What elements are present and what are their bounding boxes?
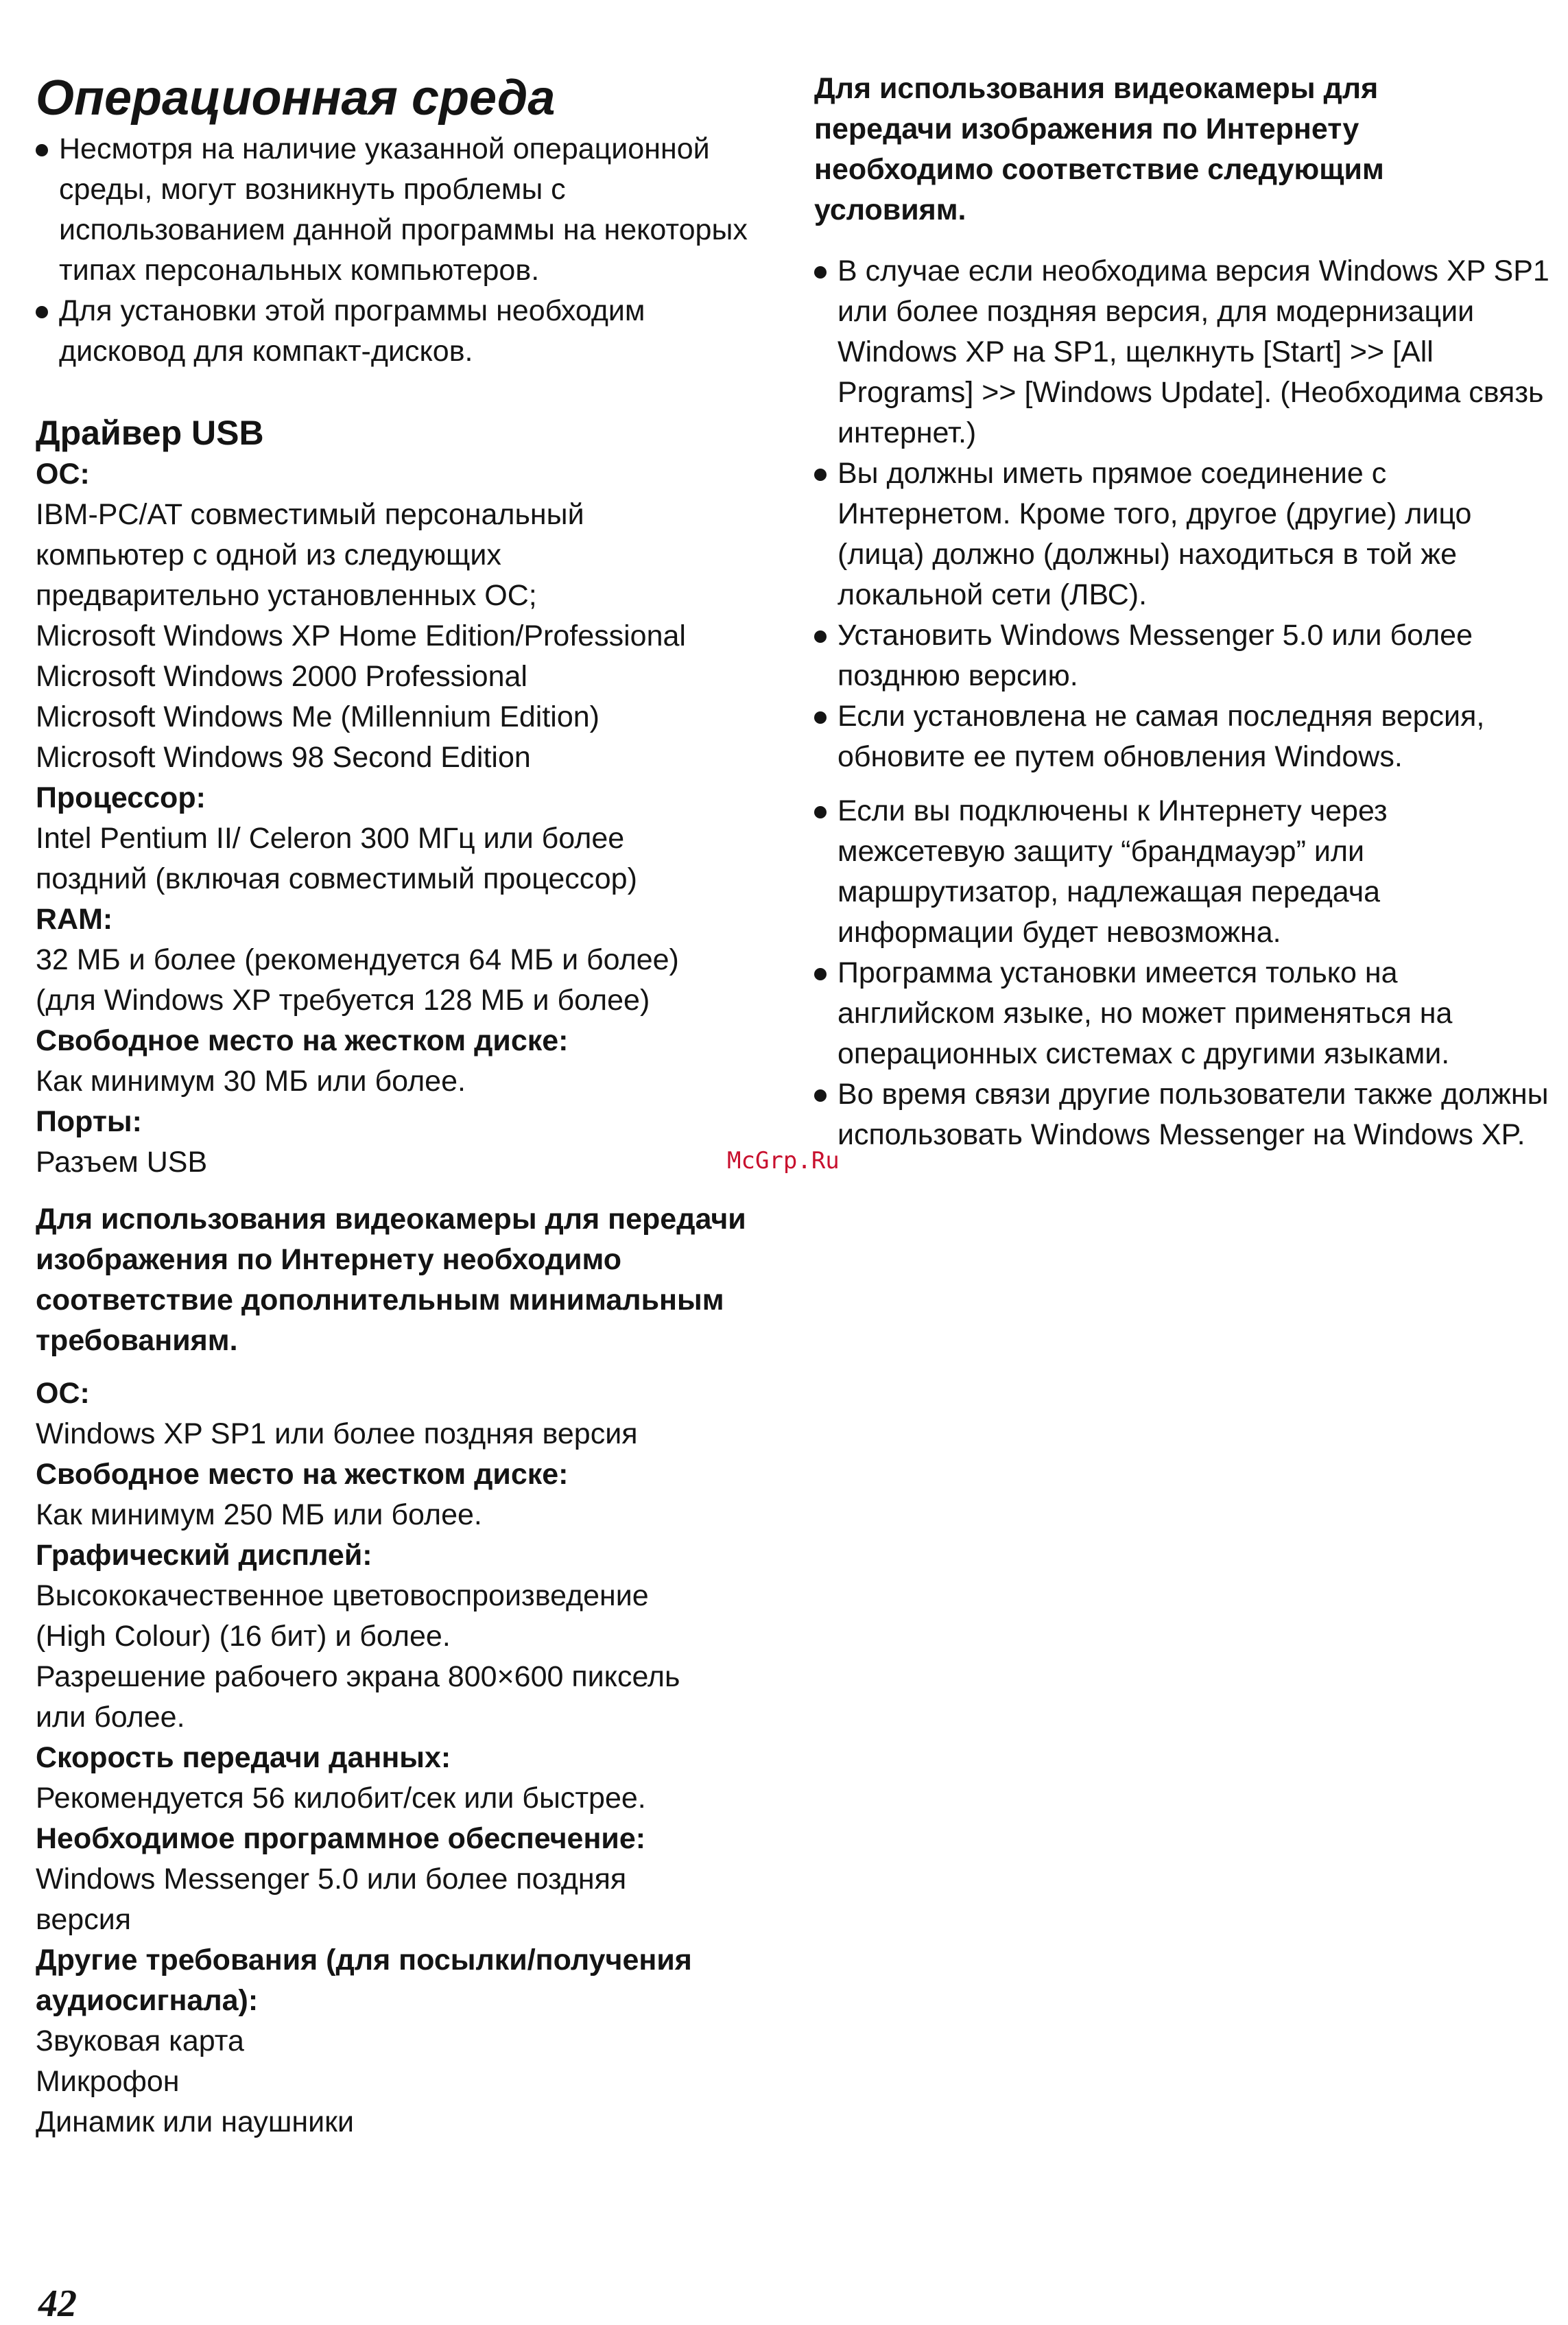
list-item: В случае если необходима версия Windows XP SP1 или более поздняя версия, для модернизации Windows XP на SP1, щелкнуть [Start] >> [All Programs] >> [Windows Update]. (Необходима связь интернет.) [814,251,1552,453]
os-line: Microsoft Windows XP Home Edition/Professional [36,619,686,652]
os-line: Microsoft Windows 2000 Professional [36,660,527,693]
watermark: McGrp.Ru [727,1147,840,1175]
os-line: IBM-PC/AT совместимый персональный [36,498,584,531]
other-label: Другие требования (для посылки/получения аудиосигнала): [36,1944,692,2017]
os-line: компьютер с одной из следующих [36,539,501,571]
os-label: ОС: [36,1377,90,1410]
usb-driver-section [36,412,790,1183]
bullet-icon [36,144,48,156]
usb-driver-heading: Драйвер USB [36,414,264,452]
speed-value: Рекомендуется 56 килобит/сек или быстрее. [36,1782,646,1815]
os-list [36,495,790,778]
conditions-section [814,69,1552,1155]
ram-label: RAM: [36,903,113,936]
os-line: Microsoft Windows 98 Second Edition [36,741,531,774]
disk-value: Как минимум 250 МБ или более. [36,1498,482,1531]
other-value: Звуковая карта Микрофон Динамик или наушники [36,2025,354,2138]
ram-value: 32 МБ и более (рекомендуется 64 МБ и более) (для Windows XP требуется 128 МБ и более) [36,943,679,1017]
list-item: Программа установки имеется только на английском языке, но может применяться на операционных системах с другими языками. [814,953,1552,1074]
intro-bullet-list [36,129,776,372]
list-item: Если установлена не самая последняя версия, обновите ее путем обновления Windows. [814,696,1552,777]
bullet-icon [814,266,827,279]
bullet-icon [814,711,827,724]
cpu-value: Intel Pentium II/ Celeron 300 МГц или более поздний (включая совместимый процессор) [36,822,637,895]
disk-value: Как минимум 30 МБ или более. [36,1065,466,1098]
list-item: Для установки этой программы необходим дисковод для компакт-дисков. [36,291,776,372]
disk-label: Свободное место на жестком диске: [36,1024,569,1057]
bullet-icon [814,630,827,643]
list-item: Вы должны иметь прямое соединение с Интернетом. Кроме того, другое (другие) лицо (лица) должно (должны) находиться в той же локальной сети (ЛВС). [814,453,1552,615]
page-title: Операционная среда [36,71,556,126]
list-item: Во время связи другие пользователи также должны использовать Windows Messenger на Windows XP. [814,1074,1552,1155]
conditions-bullet-list-2 [814,791,1552,1155]
list-item: Несмотря на наличие указанной операционной среды, могут возникнуть проблемы с использованием данной программы на некоторых типах персональных компьютеров. [36,129,776,291]
list-item: Если вы подключены к Интернету через межсетевую защиту “брандмауэр” или маршрутизатор, надлежащая передача информации будет невозможна. [814,791,1552,953]
bullet-icon [814,968,827,980]
speed-label: Скорость передачи данных: [36,1741,451,1774]
list-item: Установить Windows Messenger 5.0 или более позднюю версию. [814,615,1552,696]
bullet-icon [36,306,48,318]
bullet-icon [814,806,827,818]
conditions-bullet-list [814,251,1552,777]
display-value: Высококачественное цветовоспроизведение (High Colour) (16 бит) и более. Разрешение рабочего экрана 800×600 пиксель или более. [36,1579,680,1734]
internet-min-intro: Для использования видеокамеры для передачи изображения по Интернету необходимо соответствие дополнительным минимальным требованиям. [36,1203,746,1357]
software-value: Windows Messenger 5.0 или более поздняя версия [36,1863,627,1936]
disk-label: Свободное место на жестком диске: [36,1458,569,1491]
conditions-intro: Для использования видеокамеры для передачи изображения по Интернету необходимо соответствие следующим условиям. [814,72,1384,226]
display-label: Графический дисплей: [36,1539,372,1572]
os-label: ОС: [36,458,90,491]
ports-value: Разъем USB [36,1146,208,1179]
cpu-label: Процессор: [36,781,206,814]
os-line: предварительно установленных ОС; [36,579,537,612]
os-value: Windows XP SP1 или более поздняя версия [36,1417,638,1450]
os-line: Microsoft Windows Me (Millennium Edition) [36,700,599,733]
software-label: Необходимое программное обеспечение: [36,1822,646,1855]
bullet-icon [814,469,827,481]
internet-min-section [36,1199,790,2143]
page-number: 42 [38,2282,77,2325]
ports-label: Порты: [36,1105,142,1138]
bullet-icon [814,1089,827,1102]
